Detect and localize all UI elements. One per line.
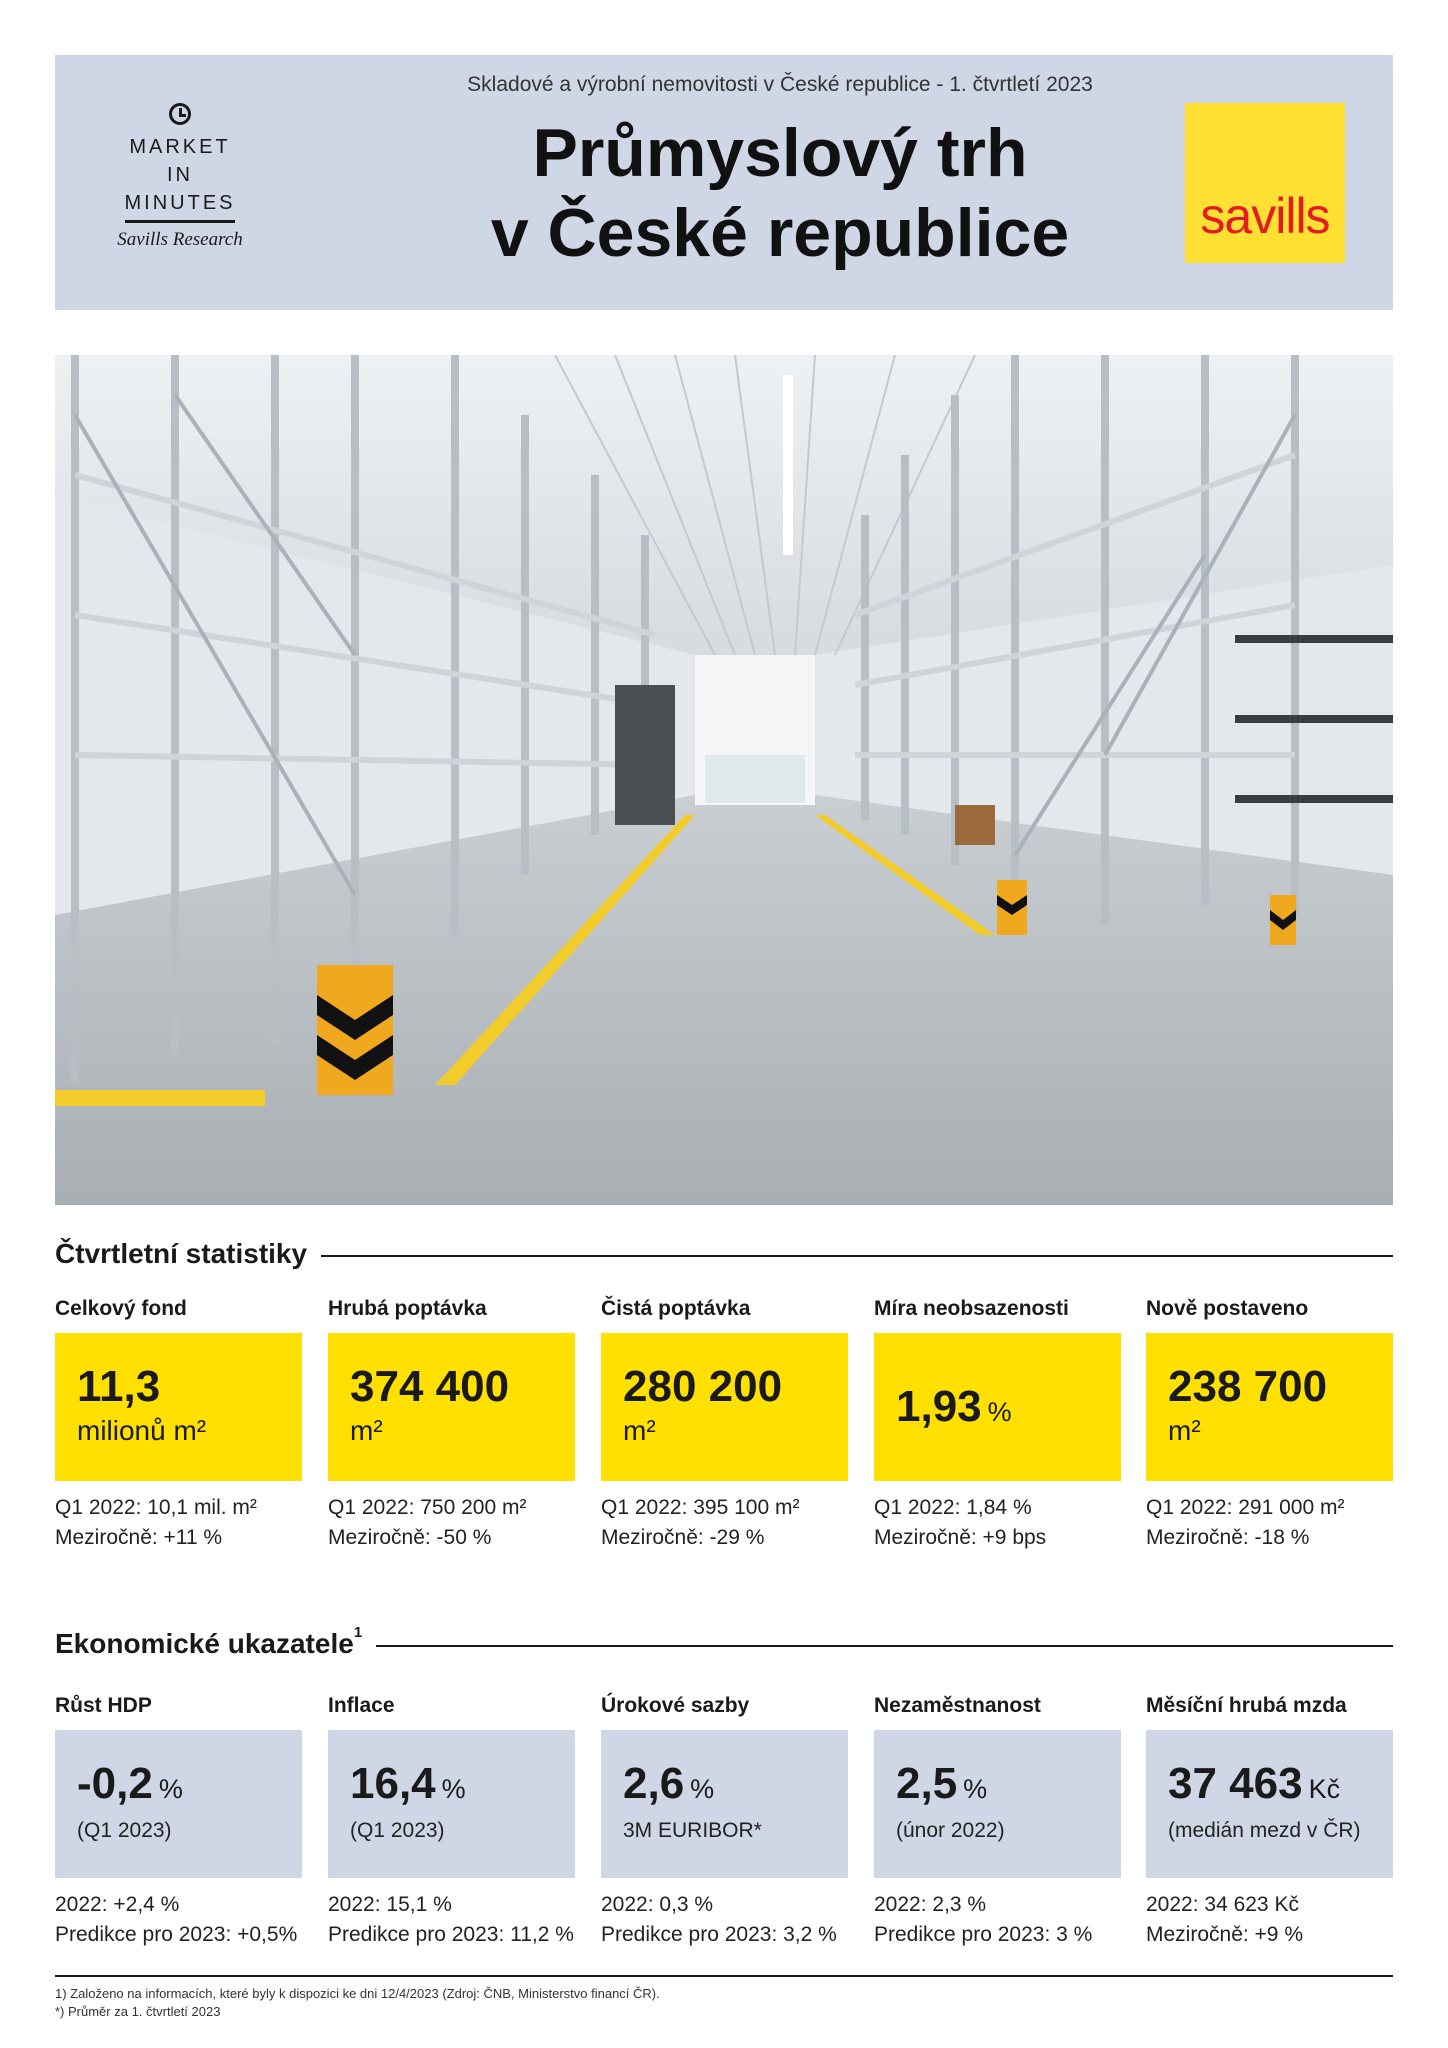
brand-divider [125,220,235,223]
stat-note [55,1493,302,1553]
stat-note-prev: Q1 2022: 10,1 mil. m² [55,1496,257,1519]
econ-label: Úrokové sazby [601,1694,750,1717]
economic-section-title-text: Ekonomické ukazatele [55,1628,354,1659]
brand-research: Savills Research [117,229,243,250]
footer-divider [55,1975,1393,1977]
stat-value-box [874,1333,1121,1481]
econ-unit: Kč [1308,1774,1341,1804]
stat-card-vacancy-rate [874,1295,1121,1553]
econ-note-forecast: Meziročně: +9 % [1146,1923,1303,1946]
econ-value: 2,5 [896,1759,958,1808]
stat-value-box [328,1333,575,1481]
stat-note [601,1493,848,1553]
econ-unit: % [963,1774,988,1804]
footnotes [55,1985,660,2021]
stat-value: 280 200 [623,1362,783,1411]
econ-value-row [1168,1758,1371,1815]
econ-value-box [328,1730,575,1878]
econ-note-forecast: Predikce pro 2023: +0,5% [55,1923,298,1946]
savills-logo [1185,103,1345,263]
stat-card-net-demand [601,1295,848,1553]
brand-line-in: IN [167,164,193,186]
econ-label: Růst HDP [55,1694,152,1717]
econ-note-prev: 2022: 0,3 % [601,1893,714,1916]
stat-note-yoy: Meziročně: +11 % [55,1526,223,1549]
econ-note-forecast: Predikce pro 2023: 3 % [874,1923,1093,1946]
footnote-1: 1) Založeno na informacích, které byly k dispozici ke dni 12/4/2023 (Zdroj: ČNB, Ministerstvo financí ČR). [55,1986,660,2001]
stat-card-gross-demand [328,1295,575,1553]
report-subtitle: Skladové a výrobní nemovitosti v České republice - 1. čtvrtletí 2023 [467,73,1093,96]
econ-value-box [601,1730,848,1878]
report-title-line1: Průmyslový trh [532,115,1028,191]
stat-value: 238 700 [1168,1362,1328,1411]
stat-label: Nově postaveno [1146,1297,1309,1320]
quarterly-section-title: Čtvrtletní statistiky [55,1238,321,1270]
stat-label: Míra neobsazenosti [874,1297,1069,1320]
econ-sub: 3M EURIBOR* [623,1819,762,1842]
stat-card-total-stock [55,1295,302,1553]
quarterly-section-header [55,1238,1393,1278]
econ-note-prev: 2022: 15,1 % [328,1893,452,1916]
econ-value: 2,6 [623,1759,685,1808]
clock-icon [169,103,191,125]
warehouse-photo [55,355,1393,1205]
stat-value-row [896,1381,1099,1438]
footnote-marker: 1 [353,1624,363,1641]
stat-note [874,1493,1121,1553]
econ-unit: % [690,1774,715,1804]
econ-value-row [350,1758,553,1815]
econ-value-row [623,1758,826,1815]
stat-unit: m² [623,1415,656,1446]
econ-card-gdp [55,1692,302,1950]
econ-sub: (Q1 2023) [350,1819,445,1842]
warehouse-illustration [55,355,1393,1205]
stat-label: Čistá poptávka [601,1297,751,1320]
econ-value-box [1146,1730,1393,1878]
stat-note [1146,1493,1393,1553]
econ-card-monthly-wage [1146,1692,1393,1950]
stat-value-box [601,1333,848,1481]
econ-card-interest-rates [601,1692,848,1950]
econ-sub: (medián mezd v ČR) [1168,1819,1361,1842]
stat-value-box [55,1333,302,1481]
econ-sub: (únor 2022) [896,1819,1005,1842]
econ-note-prev: 2022: 34 623 Kč [1146,1893,1299,1916]
stat-note-prev: Q1 2022: 291 000 m² [1146,1496,1345,1519]
econ-value: 37 463 [1168,1759,1303,1808]
stat-value-box [1146,1333,1393,1481]
econ-unit: % [441,1774,466,1804]
econ-label: Nezaměstnanost [874,1694,1041,1717]
stat-note-prev: Q1 2022: 1,84 % [874,1496,1032,1519]
econ-value-box [55,1730,302,1878]
stat-card-new-supply [1146,1295,1393,1553]
econ-note [1146,1890,1393,1950]
stat-note [328,1493,575,1553]
econ-unit: % [158,1774,183,1804]
econ-note-prev: 2022: 2,3 % [874,1893,987,1916]
econ-note-forecast: Predikce pro 2023: 11,2 % [328,1923,574,1946]
brand-line-minutes: MINUTES [124,192,236,214]
stat-note-yoy: Meziročně: -18 % [1146,1526,1310,1549]
econ-value-row [896,1758,1099,1815]
econ-note-forecast: Predikce pro 2023: 3,2 % [601,1923,837,1946]
savills-logo-text: savills [1200,188,1330,244]
econ-value: -0,2 [77,1759,153,1808]
stat-note-yoy: Meziročně: -50 % [328,1526,492,1549]
report-title-line2: v České republice [490,195,1070,271]
econ-note [55,1890,302,1950]
stat-value: 1,93 [896,1382,982,1431]
stat-unit: milionů m² [77,1415,207,1446]
econ-sub: (Q1 2023) [77,1819,172,1842]
stat-label: Hrubá poptávka [328,1297,487,1320]
stat-unit: m² [1168,1415,1201,1446]
market-in-minutes-brand [115,103,245,251]
econ-value-row [77,1758,280,1815]
economic-section-title [55,1624,376,1660]
brand-line-market: MARKET [129,136,231,158]
stat-note-yoy: Meziročně: -29 % [601,1526,765,1549]
econ-note-prev: 2022: +2,4 % [55,1893,180,1916]
stat-value: 374 400 [350,1362,510,1411]
econ-label: Měsíční hrubá mzda [1146,1694,1347,1717]
econ-label: Inflace [328,1694,395,1717]
econ-value: 16,4 [350,1759,436,1808]
stat-label: Celkový fond [55,1297,187,1320]
econ-note [874,1890,1121,1950]
stat-unit: m² [350,1415,383,1446]
econ-card-unemployment [874,1692,1121,1950]
econ-note [328,1890,575,1950]
header-banner [55,55,1393,310]
stat-note-yoy: Meziročně: +9 bps [874,1526,1047,1549]
econ-value-box [874,1730,1121,1878]
stat-value: 11,3 [77,1362,161,1411]
report-title [305,113,1255,273]
stat-note-prev: Q1 2022: 395 100 m² [601,1496,800,1519]
economic-section-header [55,1624,1393,1668]
stat-unit: % [987,1397,1012,1427]
stat-note-prev: Q1 2022: 750 200 m² [328,1496,527,1519]
econ-card-inflation [328,1692,575,1950]
econ-note [601,1890,848,1950]
footnote-asterisk: *) Průměr za 1. čtvrtletí 2023 [55,2004,221,2019]
